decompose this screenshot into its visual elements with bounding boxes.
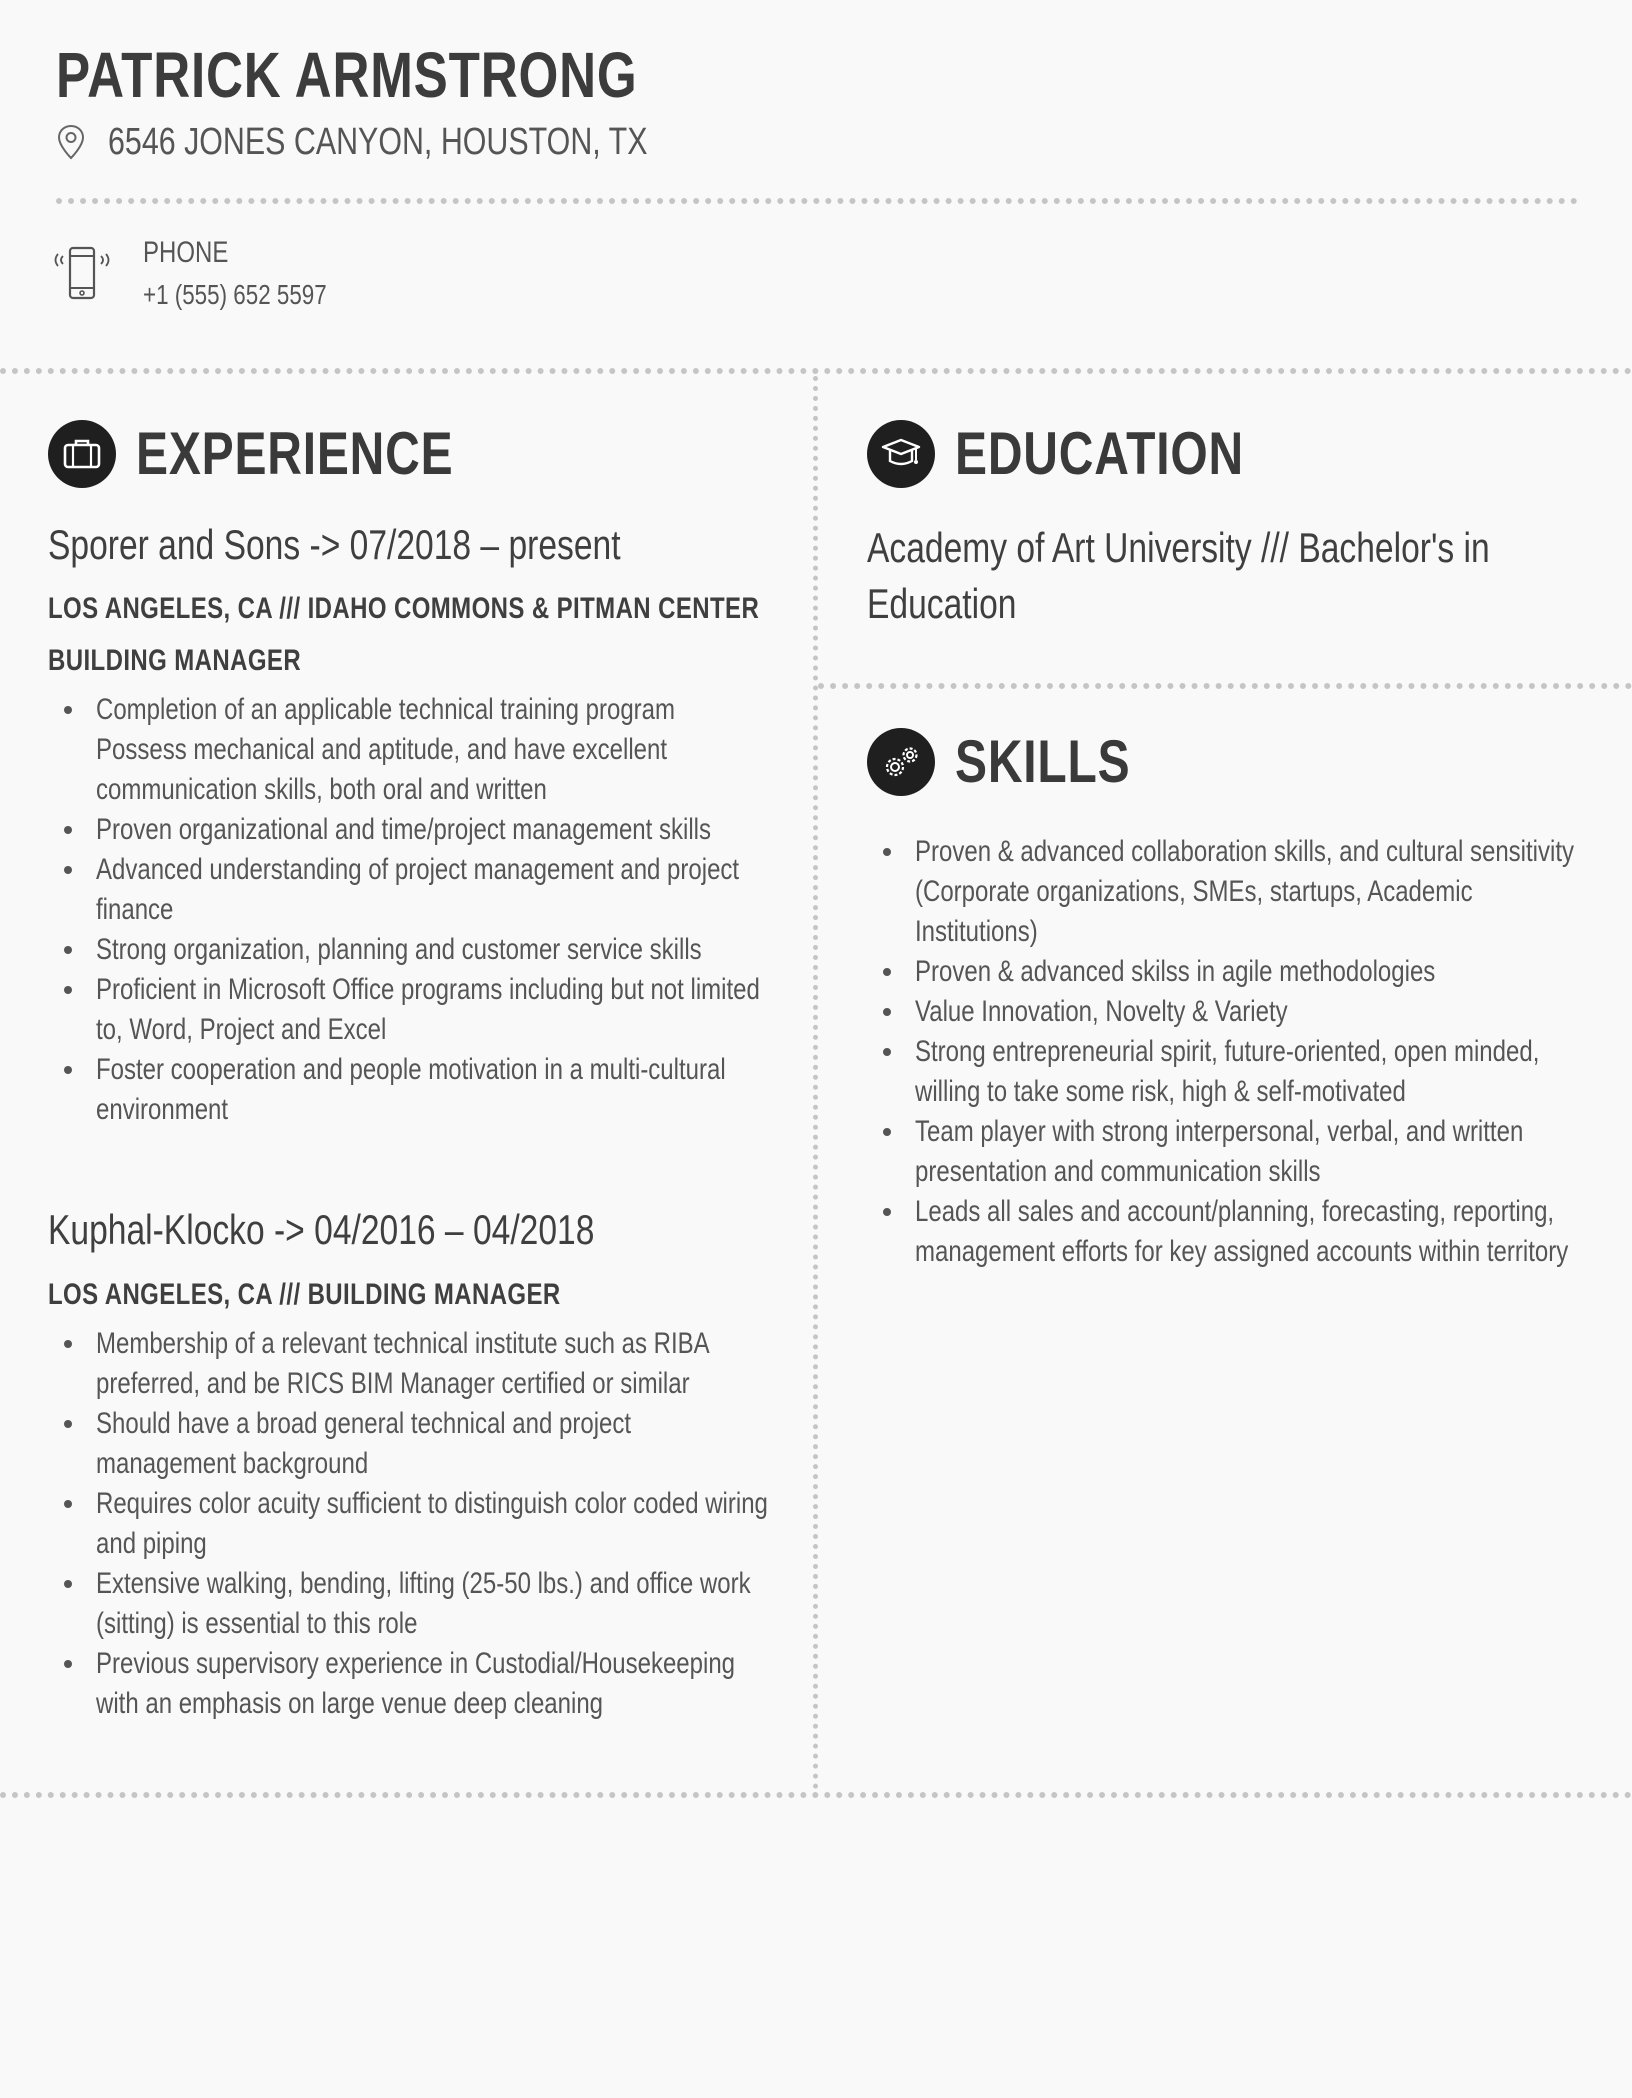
list-item: Proven organizational and time/project management skills: [48, 810, 768, 850]
list-item: Proficient in Microsoft Office programs including but not limited to, Word, Project and Excel: [48, 970, 768, 1050]
skills-bullets: [867, 832, 1587, 1272]
list-item: Extensive walking, bending, lifting (25-50 lbs.) and office work (sitting) is essential to this role: [48, 1564, 768, 1644]
education-entry: Academy of Art University /// Bachelor's in Education: [867, 524, 1490, 627]
experience-title: EXPERIENCE: [136, 420, 454, 487]
list-item: Foster cooperation and people motivation in a multi-cultural environment: [48, 1050, 768, 1130]
list-item: Previous supervisory experience in Custodial/Housekeeping with an emphasis on large venue deep cleaning: [48, 1644, 768, 1724]
phone-label: PHONE: [143, 236, 229, 269]
list-item: Completion of an applicable technical training program Possess mechanical and aptitude, and have excellent communication skills, both oral and written: [48, 690, 768, 810]
education-heading: [867, 419, 1316, 488]
list-item: Strong organization, planning and customer service skills: [48, 930, 768, 970]
job-heading: Kuphal-Klocko -> 04/2016 – 04/2018: [48, 1206, 595, 1253]
phone-value: +1 (555) 652 5597: [143, 279, 327, 310]
candidate-name: PATRICK ARMSTRONG: [56, 39, 638, 111]
skills-title: SKILLS: [955, 728, 1131, 795]
header-divider: [56, 198, 1578, 204]
experience-heading: [48, 419, 533, 488]
job-role: BUILDING MANAGER: [48, 644, 302, 677]
education-divider: [818, 683, 1632, 689]
column-divider: [813, 376, 818, 1790]
list-item: Advanced understanding of project management and project finance: [48, 850, 768, 930]
graduation-cap-icon: [867, 420, 935, 488]
job-location: LOS ANGELES, CA /// BUILDING MANAGER: [48, 1278, 561, 1311]
job-bullets: [48, 1324, 768, 1724]
address: [56, 118, 782, 166]
education-title: EDUCATION: [955, 420, 1244, 487]
address-text: 6546 JONES CANYON, HOUSTON, TX: [108, 120, 648, 163]
phone-icon: [54, 244, 110, 302]
list-item: Value Innovation, Novelty & Variety: [867, 992, 1587, 1032]
list-item: Proven & advanced skilss in agile methodologies: [867, 952, 1587, 992]
top-section-divider: [0, 368, 1632, 374]
list-item: Should have a broad general technical and project management background: [48, 1404, 768, 1484]
list-item: Membership of a relevant technical institute such as RIBA preferred, and be RICS BIM Manager certified or similar: [48, 1324, 768, 1404]
list-item: Strong entrepreneurial spirit, future-oriented, open minded, willing to take some risk, high & self-motivated: [867, 1032, 1587, 1112]
job-location: LOS ANGELES, CA /// IDAHO COMMONS & PITMAN CENTER: [48, 592, 760, 625]
job-bullets: [48, 690, 768, 1130]
list-item: Proven & advanced collaboration skills, and cultural sensitivity (Corporate organizations, SMEs, startups, Academic Institutions): [867, 832, 1587, 952]
location-pin-icon: [56, 124, 86, 160]
skills-heading: [867, 727, 1174, 796]
list-item: Leads all sales and account/planning, forecasting, reporting, management efforts for key assigned accounts within territory: [867, 1192, 1587, 1272]
bottom-divider: [0, 1792, 1632, 1798]
list-item: Team player with strong interpersonal, verbal, and written presentation and communication skills: [867, 1112, 1587, 1192]
gears-icon: [867, 728, 935, 796]
list-item: Requires color acuity sufficient to distinguish color coded wiring and piping: [48, 1484, 768, 1564]
briefcase-icon: [48, 420, 116, 488]
job-heading: Sporer and Sons -> 07/2018 – present: [48, 521, 621, 568]
